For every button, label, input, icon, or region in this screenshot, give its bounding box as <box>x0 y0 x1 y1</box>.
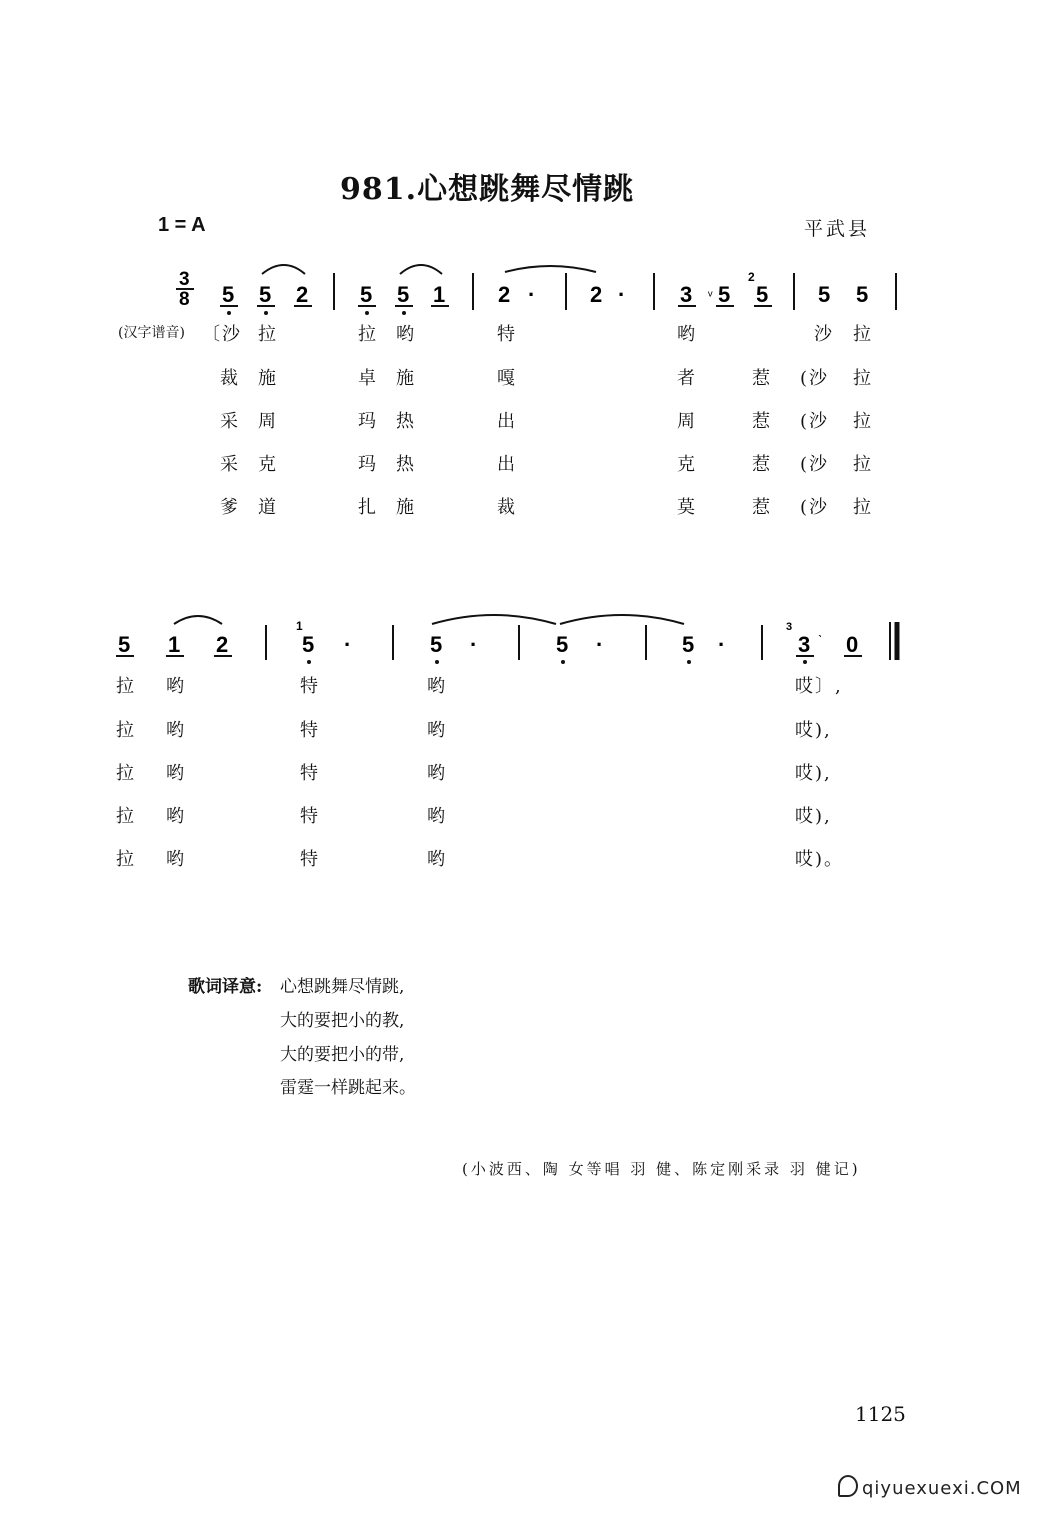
note: 5 <box>718 282 731 307</box>
note: 5 <box>556 632 569 657</box>
translation-line: 雷霆一样跳起来。 <box>280 1078 416 1098</box>
note: 5 <box>856 282 869 307</box>
barlines <box>266 622 890 660</box>
page-number: 1125 <box>855 1402 906 1426</box>
lyric: 道 <box>258 497 278 518</box>
lyric: 沙 <box>814 324 834 345</box>
lyric: 哟 <box>427 806 447 827</box>
lyric: 者 <box>677 368 697 389</box>
lyric: 拉 <box>853 411 873 432</box>
lyric: 施 <box>396 368 416 389</box>
lyric: 热 <box>396 411 416 432</box>
note: 5 <box>360 282 373 307</box>
lyric: 拉 <box>358 324 378 345</box>
lyric: 拉 <box>853 324 873 345</box>
note: 3 <box>798 632 811 657</box>
lyric: 哟 <box>427 763 447 784</box>
lyric: 特 <box>300 720 320 741</box>
note-dot: · <box>344 632 352 657</box>
performer-credit: (小波西、陶 女等唱 羽 健、陈定刚采录 羽 健记) <box>462 1160 861 1178</box>
region-label: 平武县 <box>804 218 871 240</box>
lyric: 拉 <box>116 720 136 741</box>
note: 5 <box>430 632 443 657</box>
time-sig-numerator: 3 <box>179 269 190 290</box>
translation-label: 歌词译意: <box>188 977 263 997</box>
lyric: 特 <box>300 806 320 827</box>
lyric: 特 <box>497 324 517 345</box>
song-title: 981.心想跳舞尽情跳 <box>340 172 635 207</box>
lyric: 施 <box>396 497 416 518</box>
lyric: 哎)。 <box>795 849 845 870</box>
lyric: 拉 <box>116 806 136 827</box>
notation-label: (汉字谱音) <box>118 325 185 341</box>
lyric: 惹 <box>752 368 772 389</box>
watermark-text: qiyuexuexi.COM <box>862 1478 1022 1499</box>
lyric: 哟 <box>427 849 447 870</box>
lyric: 哎), <box>795 806 832 827</box>
note: 2 <box>590 282 603 307</box>
key-signature: 1 = A <box>158 214 206 236</box>
lyric: (沙 <box>800 368 830 389</box>
lyric: 哎), <box>795 720 832 741</box>
lyric: 克 <box>677 454 697 475</box>
lyric: 拉 <box>116 849 136 870</box>
translation-line: 大的要把小的教, <box>280 1011 405 1031</box>
logo-icon <box>838 1475 858 1497</box>
note-dot: · <box>528 282 536 307</box>
lyric: 卓 <box>358 368 378 389</box>
lyric: 哟 <box>396 324 416 345</box>
lyric: 特 <box>300 676 320 697</box>
note: 5 <box>118 632 131 657</box>
note-dot: · <box>718 632 726 657</box>
note: 2 <box>498 282 511 307</box>
lyric: 克 <box>258 454 278 475</box>
lyric: 惹 <box>752 454 772 475</box>
watermark <box>838 1475 1022 1499</box>
breath-mark: ᵛ <box>708 287 713 303</box>
breath-mark: ˎ <box>818 621 823 637</box>
note: 5 <box>756 282 769 307</box>
lyric: 扎 <box>358 497 378 518</box>
note: 1 <box>168 632 181 657</box>
note: 2 <box>296 282 309 307</box>
lyric: 爹 <box>220 497 240 518</box>
lyric: 热 <box>396 454 416 475</box>
lyric: 〔沙 <box>202 324 242 345</box>
lyric: 莫 <box>677 497 697 518</box>
lyric: 采 <box>220 454 240 475</box>
grace-note: 1 <box>296 619 303 633</box>
lyric: (沙 <box>800 497 830 518</box>
note-dot: · <box>618 282 626 307</box>
lyric: 嘎 <box>497 368 517 389</box>
slurs <box>262 265 596 274</box>
note: 1 <box>433 282 446 307</box>
note: 5 <box>682 632 695 657</box>
translation-line: 心想跳舞尽情跳, <box>280 977 405 997</box>
note-dot: · <box>470 632 478 657</box>
lyric: 拉 <box>853 454 873 475</box>
note: 0 <box>846 632 859 657</box>
note: 3 <box>680 282 693 307</box>
lyric: 周 <box>258 411 278 432</box>
lyric: 惹 <box>752 497 772 518</box>
lyric: 特 <box>300 849 320 870</box>
lyric: 哎), <box>795 763 832 784</box>
lyric: 拉 <box>853 368 873 389</box>
note: 5 <box>397 282 410 307</box>
lyric: 出 <box>497 411 517 432</box>
lyric: 哟 <box>166 676 186 697</box>
lyric: 哟 <box>427 676 447 697</box>
translation-line: 大的要把小的带, <box>280 1045 405 1065</box>
lyric: 哎〕, <box>795 676 843 697</box>
lyric: 拉 <box>116 676 136 697</box>
lyric: 裁 <box>220 368 240 389</box>
time-sig-denominator: 8 <box>179 289 190 310</box>
grace-note: 2 <box>748 270 755 284</box>
lyric: 周 <box>677 411 697 432</box>
octave-dots <box>307 660 807 664</box>
slurs <box>174 615 684 624</box>
lyric: 特 <box>300 763 320 784</box>
octave-dots <box>227 311 406 315</box>
note-dot: · <box>596 632 604 657</box>
lyric: 裁 <box>497 497 517 518</box>
lyric: 出 <box>497 454 517 475</box>
lyric: 惹 <box>752 411 772 432</box>
lyric: 哟 <box>166 720 186 741</box>
grace-note: 3 <box>786 621 793 633</box>
lyric: 拉 <box>116 763 136 784</box>
lyric: 哟 <box>166 806 186 827</box>
lyric: 施 <box>258 368 278 389</box>
lyric: (沙 <box>800 411 830 432</box>
note: 5 <box>818 282 831 307</box>
lyric: 哟 <box>166 763 186 784</box>
lyric: 玛 <box>358 411 378 432</box>
barlines <box>334 273 896 310</box>
lyric: 采 <box>220 411 240 432</box>
lyric: 拉 <box>258 324 278 345</box>
lyric: 拉 <box>853 497 873 518</box>
lyric: 哟 <box>677 324 697 345</box>
note: 2 <box>216 632 229 657</box>
lyric: 哟 <box>427 720 447 741</box>
note: 5 <box>222 282 235 307</box>
note: 5 <box>302 632 315 657</box>
lyric: (沙 <box>800 454 830 475</box>
lyric: 玛 <box>358 454 378 475</box>
note: 5 <box>259 282 272 307</box>
lyric: 哟 <box>166 849 186 870</box>
